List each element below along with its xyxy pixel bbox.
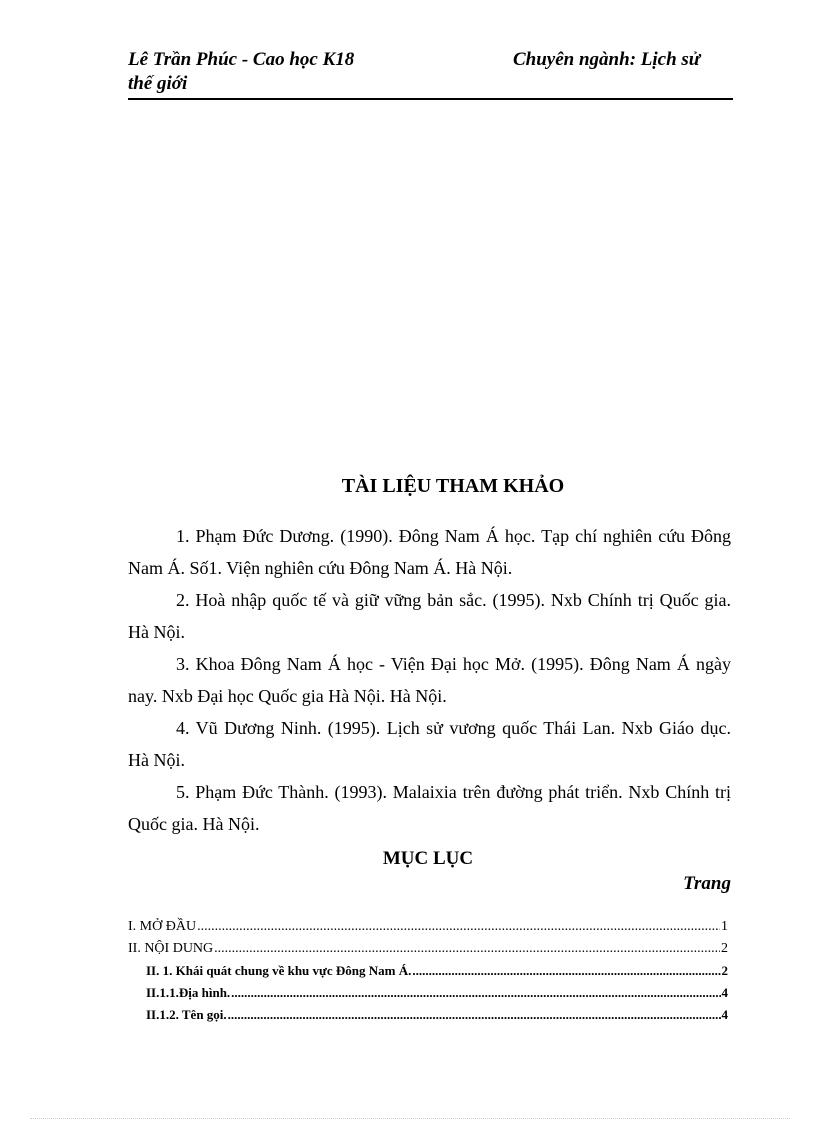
- toc-label: II.1.2. Tên gọi.: [146, 1007, 227, 1022]
- toc-row[interactable]: [128, 919, 728, 941]
- footer-divider: [30, 1118, 790, 1120]
- toc-row[interactable]: [128, 941, 728, 963]
- toc-page: 2: [721, 963, 728, 978]
- reference-item: 5. Phạm Đức Thành. (1993). Malaixia trên đường phát triển. Nxb Chính trị Quốc gia. Hà Nội.: [128, 782, 731, 834]
- header-major-cont: thế giới: [128, 73, 188, 94]
- toc-label: I. MỞ ĐẦU: [128, 919, 197, 934]
- references-title: TÀI LIỆU THAM KHẢO: [341, 475, 565, 497]
- page-header: [128, 48, 733, 100]
- toc-page: 4: [721, 985, 728, 1000]
- toc-label: II.1.1.Địa hình.: [146, 985, 231, 1000]
- toc-label: II. 1. Khái quát chung về khu vực Đông Nam Á.: [146, 963, 412, 978]
- toc-leader: [197, 919, 720, 935]
- toc-leader: [214, 941, 720, 957]
- toc-row[interactable]: [128, 1007, 728, 1029]
- toc-page-label: Trang: [683, 873, 731, 894]
- toc-page: 4: [721, 1007, 728, 1022]
- table-of-contents: [128, 919, 728, 1029]
- reference-item: 1. Phạm Đức Dương. (1990). Đông Nam Á học. Tạp chí nghiên cứu Đông Nam Á. Số1. Viện nghiên cứu Đông Nam Á. Hà Nội.: [128, 526, 731, 578]
- toc-label: II. NỘI DUNG: [128, 941, 214, 956]
- header-author: Lê Trần Phúc - Cao học K18: [128, 49, 355, 70]
- toc-title: MỤC LỤC: [382, 848, 474, 869]
- references-list: [128, 520, 731, 840]
- toc-page: 1: [721, 919, 728, 934]
- toc-leader: [228, 1007, 721, 1023]
- reference-item: 4. Vũ Dương Ninh. (1995). Lịch sử vương quốc Thái Lan. Nxb Giáo dục. Hà Nội.: [128, 718, 731, 770]
- toc-leader: [412, 963, 720, 979]
- toc-row[interactable]: [128, 985, 728, 1007]
- header-major: Chuyên ngành: Lịch sử: [513, 49, 701, 70]
- reference-item: 2. Hoà nhập quốc tế và giữ vững bản sắc. (1995). Nxb Chính trị Quốc gia. Hà Nội.: [128, 590, 731, 642]
- toc-row[interactable]: [128, 963, 728, 985]
- reference-item: 3. Khoa Đông Nam Á học - Viện Đại học Mở. (1995). Đông Nam Á ngày nay. Nxb Đại học Quốc gia Hà Nội. Hà Nội.: [128, 654, 731, 706]
- toc-leader: [231, 985, 720, 1001]
- toc-page: 2: [721, 941, 728, 956]
